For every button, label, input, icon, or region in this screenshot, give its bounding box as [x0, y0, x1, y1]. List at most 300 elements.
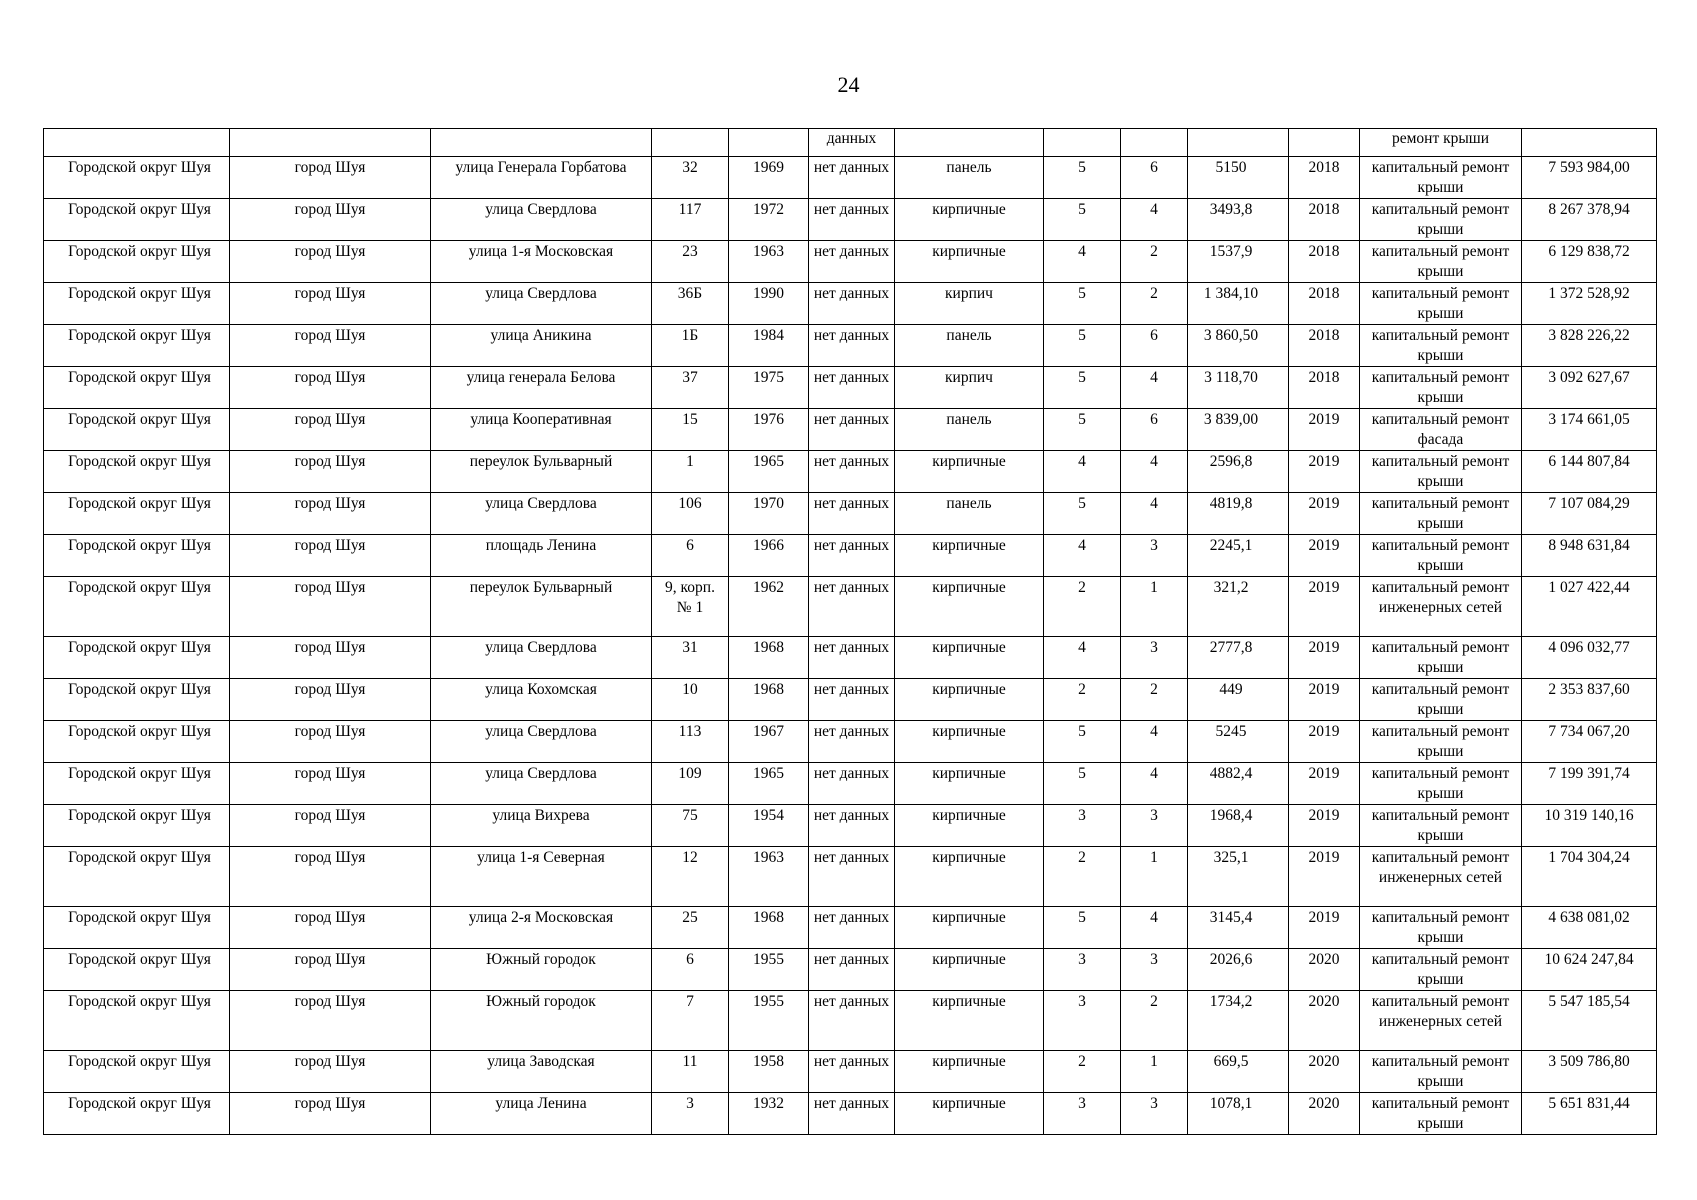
- cell-wall-material: кирпичные: [895, 535, 1044, 577]
- cell-plan-year: 2020: [1289, 949, 1360, 991]
- cell-entrances: 4: [1121, 199, 1188, 241]
- cell-wall-material: кирпичные: [895, 991, 1044, 1051]
- table-row: [44, 199, 1657, 241]
- cell-house-number: [652, 129, 729, 157]
- cell-street: улица Свердлова: [431, 493, 652, 535]
- cell-settlement: город Шуя: [230, 763, 431, 805]
- cell-area: 5150: [1188, 157, 1289, 199]
- cell-year-commissioned: нет данных: [809, 367, 895, 409]
- cell-plan-year: 2020: [1289, 1093, 1360, 1135]
- cell-street: улица Кооперативная: [431, 409, 652, 451]
- cell-municipality: Городской округ Шуя: [44, 409, 230, 451]
- cell-cost: 10 319 140,16: [1522, 805, 1657, 847]
- cell-area: 2026,6: [1188, 949, 1289, 991]
- cell-settlement: город Шуя: [230, 991, 431, 1051]
- cell-entrances: 6: [1121, 409, 1188, 451]
- cell-house-number: 3: [652, 1093, 729, 1135]
- cell-work-type: капитальный ремонт крыши: [1360, 157, 1522, 199]
- table-row: [44, 637, 1657, 679]
- cell-floors: 5: [1044, 283, 1121, 325]
- cell-street: переулок Бульварный: [431, 451, 652, 493]
- cell-year-commissioned: нет данных: [809, 283, 895, 325]
- cell-year-built: 1965: [729, 763, 809, 805]
- cell-entrances: 2: [1121, 283, 1188, 325]
- table-row: [44, 451, 1657, 493]
- cell-floors: 4: [1044, 637, 1121, 679]
- cell-plan-year: 2019: [1289, 409, 1360, 451]
- housing-repair-table: [43, 128, 1657, 1135]
- cell-entrances: 3: [1121, 1093, 1188, 1135]
- cell-wall-material: кирпичные: [895, 1093, 1044, 1135]
- cell-entrances: 2: [1121, 991, 1188, 1051]
- cell-plan-year: 2019: [1289, 451, 1360, 493]
- cell-wall-material: кирпичные: [895, 241, 1044, 283]
- table-row: [44, 991, 1657, 1051]
- cell-floors: 5: [1044, 493, 1121, 535]
- cell-work-type: капитальный ремонт крыши: [1360, 1093, 1522, 1135]
- cell-settlement: город Шуя: [230, 325, 431, 367]
- cell-area: 4819,8: [1188, 493, 1289, 535]
- cell-street: улица 2-я Московская: [431, 907, 652, 949]
- cell-municipality: Городской округ Шуя: [44, 367, 230, 409]
- cell-settlement: [230, 129, 431, 157]
- cell-year-commissioned: нет данных: [809, 991, 895, 1051]
- cell-floors: [1044, 129, 1121, 157]
- table-row: [44, 679, 1657, 721]
- cell-cost: 1 372 528,92: [1522, 283, 1657, 325]
- cell-area: 1078,1: [1188, 1093, 1289, 1135]
- cell-house-number: 106: [652, 493, 729, 535]
- cell-municipality: Городской округ Шуя: [44, 949, 230, 991]
- cell-work-type: капитальный ремонт крыши: [1360, 1051, 1522, 1093]
- cell-street: [431, 129, 652, 157]
- cell-municipality: Городской округ Шуя: [44, 1051, 230, 1093]
- cell-entrances: 1: [1121, 1051, 1188, 1093]
- cell-year-commissioned: данных: [809, 129, 895, 157]
- cell-house-number: 113: [652, 721, 729, 763]
- cell-cost: 7 734 067,20: [1522, 721, 1657, 763]
- cell-year-built: 1962: [729, 577, 809, 637]
- cell-cost: 4 096 032,77: [1522, 637, 1657, 679]
- cell-work-type: капитальный ремонт крыши: [1360, 763, 1522, 805]
- cell-wall-material: кирпичные: [895, 451, 1044, 493]
- cell-work-type: капитальный ремонт крыши: [1360, 493, 1522, 535]
- cell-year-built: 1990: [729, 283, 809, 325]
- cell-municipality: Городской округ Шуя: [44, 805, 230, 847]
- cell-house-number: 9, корп. № 1: [652, 577, 729, 637]
- cell-area: 1968,4: [1188, 805, 1289, 847]
- cell-street: улица Генерала Горбатова: [431, 157, 652, 199]
- cell-floors: 4: [1044, 241, 1121, 283]
- cell-plan-year: 2019: [1289, 637, 1360, 679]
- cell-house-number: 11: [652, 1051, 729, 1093]
- table-row: [44, 907, 1657, 949]
- table-body: [44, 129, 1657, 1135]
- cell-wall-material: [895, 129, 1044, 157]
- cell-area: [1188, 129, 1289, 157]
- cell-settlement: город Шуя: [230, 679, 431, 721]
- cell-street: улица Свердлова: [431, 283, 652, 325]
- table-row: [44, 847, 1657, 907]
- cell-street: Южный городок: [431, 991, 652, 1051]
- cell-entrances: 1: [1121, 847, 1188, 907]
- cell-settlement: город Шуя: [230, 1093, 431, 1135]
- cell-year-commissioned: нет данных: [809, 637, 895, 679]
- cell-house-number: 1Б: [652, 325, 729, 367]
- cell-year-built: 1955: [729, 991, 809, 1051]
- cell-floors: 2: [1044, 1051, 1121, 1093]
- cell-settlement: город Шуя: [230, 721, 431, 763]
- cell-house-number: 36Б: [652, 283, 729, 325]
- cell-entrances: 4: [1121, 367, 1188, 409]
- cell-cost: 5 651 831,44: [1522, 1093, 1657, 1135]
- cell-street: улица Ленина: [431, 1093, 652, 1135]
- cell-municipality: Городской округ Шуя: [44, 763, 230, 805]
- table-row: [44, 157, 1657, 199]
- cell-year-commissioned: нет данных: [809, 577, 895, 637]
- cell-cost: 3 174 661,05: [1522, 409, 1657, 451]
- cell-area: 669,5: [1188, 1051, 1289, 1093]
- cell-wall-material: кирпичные: [895, 847, 1044, 907]
- cell-house-number: 6: [652, 949, 729, 991]
- cell-wall-material: панель: [895, 325, 1044, 367]
- cell-floors: 2: [1044, 679, 1121, 721]
- cell-house-number: 37: [652, 367, 729, 409]
- cell-street: улица 1-я Московская: [431, 241, 652, 283]
- cell-entrances: 1: [1121, 577, 1188, 637]
- cell-wall-material: кирпичные: [895, 577, 1044, 637]
- cell-area: 3 860,50: [1188, 325, 1289, 367]
- cell-year-commissioned: нет данных: [809, 679, 895, 721]
- cell-municipality: Городской округ Шуя: [44, 451, 230, 493]
- cell-year-commissioned: нет данных: [809, 409, 895, 451]
- cell-street: улица Аникина: [431, 325, 652, 367]
- cell-cost: 7 199 391,74: [1522, 763, 1657, 805]
- cell-municipality: Городской округ Шуя: [44, 991, 230, 1051]
- cell-house-number: 7: [652, 991, 729, 1051]
- cell-area: 4882,4: [1188, 763, 1289, 805]
- cell-settlement: город Шуя: [230, 283, 431, 325]
- cell-wall-material: кирпичные: [895, 721, 1044, 763]
- cell-year-built: 1963: [729, 241, 809, 283]
- cell-year-built: 1966: [729, 535, 809, 577]
- cell-year-built: [729, 129, 809, 157]
- cell-settlement: город Шуя: [230, 805, 431, 847]
- cell-street: улица 1-я Северная: [431, 847, 652, 907]
- cell-year-built: 1954: [729, 805, 809, 847]
- cell-entrances: 4: [1121, 493, 1188, 535]
- table-row: [44, 367, 1657, 409]
- cell-municipality: Городской округ Шуя: [44, 907, 230, 949]
- cell-street: переулок Бульварный: [431, 577, 652, 637]
- cell-cost: 4 638 081,02: [1522, 907, 1657, 949]
- cell-settlement: город Шуя: [230, 907, 431, 949]
- table-row: [44, 241, 1657, 283]
- cell-wall-material: кирпичные: [895, 805, 1044, 847]
- cell-work-type: капитальный ремонт крыши: [1360, 199, 1522, 241]
- cell-area: 1 384,10: [1188, 283, 1289, 325]
- cell-work-type: капитальный ремонт крыши: [1360, 949, 1522, 991]
- cell-wall-material: кирпичные: [895, 679, 1044, 721]
- cell-floors: 5: [1044, 157, 1121, 199]
- cell-cost: 7 107 084,29: [1522, 493, 1657, 535]
- cell-work-type: капитальный ремонт крыши: [1360, 721, 1522, 763]
- cell-work-type: капитальный ремонт крыши: [1360, 325, 1522, 367]
- cell-settlement: город Шуя: [230, 1051, 431, 1093]
- table-row: [44, 535, 1657, 577]
- cell-work-type: капитальный ремонт крыши: [1360, 367, 1522, 409]
- cell-house-number: 25: [652, 907, 729, 949]
- cell-entrances: 3: [1121, 535, 1188, 577]
- cell-work-type: капитальный ремонт крыши: [1360, 535, 1522, 577]
- cell-floors: 5: [1044, 367, 1121, 409]
- page-number: 24: [837, 72, 860, 97]
- cell-municipality: Городской округ Шуя: [44, 535, 230, 577]
- cell-year-commissioned: нет данных: [809, 241, 895, 283]
- cell-entrances: 3: [1121, 949, 1188, 991]
- cell-year-commissioned: нет данных: [809, 949, 895, 991]
- cell-street: улица Свердлова: [431, 199, 652, 241]
- cell-plan-year: 2018: [1289, 367, 1360, 409]
- cell-area: 2245,1: [1188, 535, 1289, 577]
- cell-plan-year: 2020: [1289, 1051, 1360, 1093]
- cell-floors: 5: [1044, 763, 1121, 805]
- cell-work-type: капитальный ремонт инженерных сетей: [1360, 991, 1522, 1051]
- cell-municipality: Городской округ Шуя: [44, 283, 230, 325]
- cell-settlement: город Шуя: [230, 493, 431, 535]
- cell-work-type: капитальный ремонт фасада: [1360, 409, 1522, 451]
- cell-plan-year: 2019: [1289, 805, 1360, 847]
- table-row: [44, 409, 1657, 451]
- cell-plan-year: 2019: [1289, 577, 1360, 637]
- cell-municipality: Городской округ Шуя: [44, 157, 230, 199]
- cell-year-commissioned: нет данных: [809, 763, 895, 805]
- cell-year-built: 1967: [729, 721, 809, 763]
- cell-entrances: 4: [1121, 763, 1188, 805]
- cell-floors: 4: [1044, 451, 1121, 493]
- cell-wall-material: панель: [895, 157, 1044, 199]
- cell-work-type: капитальный ремонт крыши: [1360, 907, 1522, 949]
- cell-cost: 3 092 627,67: [1522, 367, 1657, 409]
- table-row: [44, 283, 1657, 325]
- cell-municipality: Городской округ Шуя: [44, 199, 230, 241]
- cell-area: 325,1: [1188, 847, 1289, 907]
- cell-street: улица генерала Белова: [431, 367, 652, 409]
- cell-entrances: 2: [1121, 241, 1188, 283]
- cell-wall-material: кирпичные: [895, 763, 1044, 805]
- cell-house-number: 75: [652, 805, 729, 847]
- table-row-continuation: [44, 129, 1657, 157]
- table-row: [44, 1051, 1657, 1093]
- cell-year-built: 1958: [729, 1051, 809, 1093]
- cell-work-type: капитальный ремонт крыши: [1360, 637, 1522, 679]
- cell-area: 3145,4: [1188, 907, 1289, 949]
- cell-settlement: город Шуя: [230, 199, 431, 241]
- cell-street: улица Свердлова: [431, 637, 652, 679]
- cell-street: улица Заводская: [431, 1051, 652, 1093]
- cell-work-type: капитальный ремонт крыши: [1360, 679, 1522, 721]
- cell-year-built: 1969: [729, 157, 809, 199]
- cell-area: 3 118,70: [1188, 367, 1289, 409]
- cell-year-built: 1932: [729, 1093, 809, 1135]
- cell-house-number: 1: [652, 451, 729, 493]
- cell-cost: 5 547 185,54: [1522, 991, 1657, 1051]
- cell-plan-year: 2019: [1289, 493, 1360, 535]
- cell-plan-year: 2018: [1289, 325, 1360, 367]
- cell-house-number: 15: [652, 409, 729, 451]
- cell-entrances: 2: [1121, 679, 1188, 721]
- cell-year-built: 1955: [729, 949, 809, 991]
- cell-cost: 10 624 247,84: [1522, 949, 1657, 991]
- cell-floors: 2: [1044, 847, 1121, 907]
- cell-house-number: 31: [652, 637, 729, 679]
- cell-cost: 2 353 837,60: [1522, 679, 1657, 721]
- cell-entrances: 6: [1121, 325, 1188, 367]
- cell-plan-year: 2018: [1289, 157, 1360, 199]
- cell-cost: 7 593 984,00: [1522, 157, 1657, 199]
- cell-work-type: капитальный ремонт крыши: [1360, 241, 1522, 283]
- cell-floors: 5: [1044, 721, 1121, 763]
- cell-plan-year: 2018: [1289, 283, 1360, 325]
- cell-municipality: Городской округ Шуя: [44, 1093, 230, 1135]
- cell-wall-material: кирпич: [895, 367, 1044, 409]
- cell-plan-year: 2019: [1289, 907, 1360, 949]
- cell-plan-year: 2018: [1289, 199, 1360, 241]
- cell-year-commissioned: нет данных: [809, 847, 895, 907]
- cell-year-built: 1968: [729, 637, 809, 679]
- cell-municipality: Городской округ Шуя: [44, 241, 230, 283]
- cell-floors: 2: [1044, 577, 1121, 637]
- cell-wall-material: панель: [895, 493, 1044, 535]
- cell-area: 449: [1188, 679, 1289, 721]
- table-row: [44, 805, 1657, 847]
- table-row: [44, 577, 1657, 637]
- cell-house-number: 6: [652, 535, 729, 577]
- cell-cost: 8 948 631,84: [1522, 535, 1657, 577]
- cell-work-type: капитальный ремонт крыши: [1360, 451, 1522, 493]
- cell-house-number: 12: [652, 847, 729, 907]
- cell-floors: 3: [1044, 805, 1121, 847]
- cell-plan-year: 2019: [1289, 763, 1360, 805]
- cell-house-number: 109: [652, 763, 729, 805]
- cell-floors: 3: [1044, 1093, 1121, 1135]
- cell-plan-year: 2019: [1289, 679, 1360, 721]
- cell-house-number: 23: [652, 241, 729, 283]
- cell-house-number: 117: [652, 199, 729, 241]
- table-row: [44, 325, 1657, 367]
- cell-year-built: 1970: [729, 493, 809, 535]
- cell-wall-material: кирпичные: [895, 949, 1044, 991]
- cell-floors: 3: [1044, 949, 1121, 991]
- cell-settlement: город Шуя: [230, 577, 431, 637]
- cell-entrances: 4: [1121, 451, 1188, 493]
- cell-settlement: город Шуя: [230, 157, 431, 199]
- cell-municipality: Городской округ Шуя: [44, 637, 230, 679]
- cell-year-built: 1972: [729, 199, 809, 241]
- cell-house-number: 32: [652, 157, 729, 199]
- cell-year-commissioned: нет данных: [809, 493, 895, 535]
- cell-settlement: город Шуя: [230, 535, 431, 577]
- cell-year-commissioned: нет данных: [809, 805, 895, 847]
- cell-cost: [1522, 129, 1657, 157]
- cell-plan-year: 2019: [1289, 535, 1360, 577]
- table-row: [44, 949, 1657, 991]
- cell-settlement: город Шуя: [230, 949, 431, 991]
- cell-wall-material: кирпичные: [895, 199, 1044, 241]
- cell-year-built: 1984: [729, 325, 809, 367]
- cell-street: улица Свердлова: [431, 721, 652, 763]
- cell-floors: 3: [1044, 991, 1121, 1051]
- cell-wall-material: кирпичные: [895, 907, 1044, 949]
- cell-street: улица Вихрева: [431, 805, 652, 847]
- table-row: [44, 763, 1657, 805]
- table-row: [44, 493, 1657, 535]
- cell-area: 5245: [1188, 721, 1289, 763]
- cell-plan-year: 2019: [1289, 721, 1360, 763]
- cell-settlement: город Шуя: [230, 409, 431, 451]
- cell-year-commissioned: нет данных: [809, 451, 895, 493]
- cell-floors: 5: [1044, 325, 1121, 367]
- cell-municipality: Городской округ Шуя: [44, 721, 230, 763]
- cell-municipality: Городской округ Шуя: [44, 493, 230, 535]
- table-row: [44, 721, 1657, 763]
- cell-entrances: 3: [1121, 805, 1188, 847]
- cell-plan-year: 2018: [1289, 241, 1360, 283]
- cell-year-commissioned: нет данных: [809, 199, 895, 241]
- cell-cost: 3 828 226,22: [1522, 325, 1657, 367]
- cell-year-built: 1968: [729, 679, 809, 721]
- cell-year-commissioned: нет данных: [809, 157, 895, 199]
- cell-entrances: 3: [1121, 637, 1188, 679]
- cell-floors: 4: [1044, 535, 1121, 577]
- cell-year-commissioned: нет данных: [809, 721, 895, 763]
- cell-year-built: 1975: [729, 367, 809, 409]
- cell-cost: 1 704 304,24: [1522, 847, 1657, 907]
- cell-area: 3 839,00: [1188, 409, 1289, 451]
- cell-cost: 3 509 786,80: [1522, 1051, 1657, 1093]
- cell-entrances: 6: [1121, 157, 1188, 199]
- cell-floors: 5: [1044, 199, 1121, 241]
- cell-year-commissioned: нет данных: [809, 1051, 895, 1093]
- cell-municipality: Городской округ Шуя: [44, 577, 230, 637]
- cell-settlement: город Шуя: [230, 451, 431, 493]
- cell-plan-year: [1289, 129, 1360, 157]
- cell-floors: 5: [1044, 409, 1121, 451]
- cell-house-number: 10: [652, 679, 729, 721]
- cell-area: 2777,8: [1188, 637, 1289, 679]
- cell-street: улица Свердлова: [431, 763, 652, 805]
- cell-municipality: Городской округ Шуя: [44, 325, 230, 367]
- cell-settlement: город Шуя: [230, 241, 431, 283]
- cell-settlement: город Шуя: [230, 847, 431, 907]
- cell-street: Южный городок: [431, 949, 652, 991]
- cell-entrances: 4: [1121, 907, 1188, 949]
- cell-area: 1734,2: [1188, 991, 1289, 1051]
- cell-municipality: Городской округ Шуя: [44, 847, 230, 907]
- cell-year-commissioned: нет данных: [809, 1093, 895, 1135]
- cell-area: 1537,9: [1188, 241, 1289, 283]
- cell-entrances: 4: [1121, 721, 1188, 763]
- cell-municipality: [44, 129, 230, 157]
- cell-year-built: 1963: [729, 847, 809, 907]
- cell-municipality: Городской округ Шуя: [44, 679, 230, 721]
- cell-year-built: 1965: [729, 451, 809, 493]
- cell-floors: 5: [1044, 907, 1121, 949]
- cell-street: улица Кохомская: [431, 679, 652, 721]
- cell-work-type: капитальный ремонт инженерных сетей: [1360, 577, 1522, 637]
- cell-wall-material: панель: [895, 409, 1044, 451]
- cell-year-built: 1968: [729, 907, 809, 949]
